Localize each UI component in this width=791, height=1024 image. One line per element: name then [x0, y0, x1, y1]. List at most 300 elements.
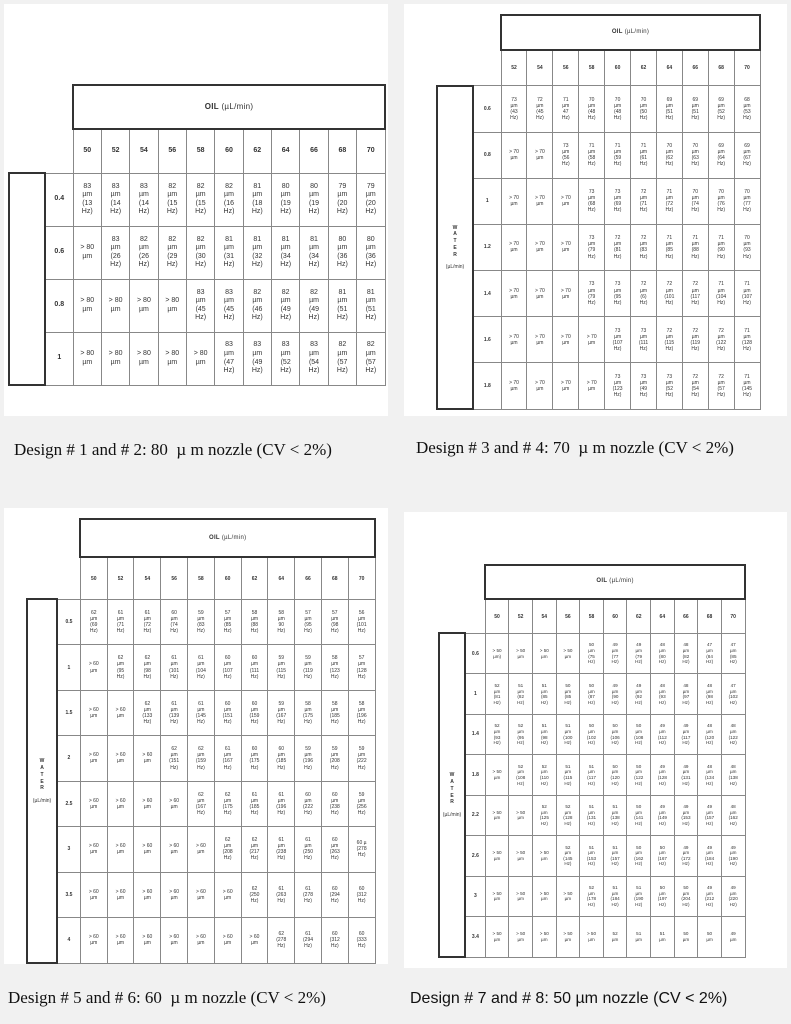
- oil-label: OIL: [596, 578, 608, 585]
- droplet-size-cell: 69 µm (51 Hz): [682, 86, 708, 132]
- oil-rate-header: 66: [300, 129, 328, 173]
- droplet-size-cell: > 70 µm: [501, 132, 527, 178]
- droplet-size-cell: > 50 µm): [485, 633, 509, 673]
- droplet-size-cell: > 60 µm: [214, 917, 241, 963]
- droplet-size-cell: > 60 µm: [188, 827, 215, 872]
- droplet-size-cell: > 60 µm: [80, 917, 107, 963]
- droplet-size-cell: 70 µm (93 Hz): [734, 224, 760, 270]
- droplet-size-cell: > 70 µm: [501, 363, 527, 409]
- droplet-size-cell: 49 µm (212 Hz): [698, 876, 722, 916]
- water-rate-header: 1.4: [465, 714, 485, 754]
- droplet-size-cell: 50 µm (87 Hz): [580, 674, 604, 714]
- oil-rate-header: 62: [627, 599, 651, 633]
- oil-rate-header: 56: [158, 129, 186, 173]
- droplet-size-cell: 51 µm (138 Hz): [603, 795, 627, 835]
- droplet-size-cell: > 70 µm: [579, 317, 605, 363]
- droplet-size-cell: > 80 µm: [73, 332, 101, 385]
- droplet-size-cell: 83 µm (45 Hz): [186, 279, 214, 332]
- droplet-size-cell: 73 µm (107 Hz): [605, 317, 631, 363]
- panel-design-7-8: [404, 512, 787, 968]
- droplet-size-cell: > 70 µm: [501, 271, 527, 317]
- droplet-size-cell: 51 µm (184 Hz): [603, 876, 627, 916]
- droplet-size-cell: 62 (278 Hz): [268, 917, 295, 963]
- panel-design-3-4: [404, 4, 787, 416]
- droplet-size-cell: 82 µm (57 Hz): [357, 332, 385, 385]
- corner-blank: [9, 129, 73, 173]
- droplet-size-cell: 61 (294 Hz): [295, 917, 322, 963]
- droplet-size-cell: 60 µ (278 Hz): [348, 827, 375, 872]
- droplet-size-cell: 50 µm (204 Hz): [674, 876, 698, 916]
- droplet-size-cell: 51 µm (117 Hz): [580, 755, 604, 795]
- oil-rate-header: 60: [214, 557, 241, 599]
- droplet-size-cell: 47 µm (102 Hz): [721, 674, 745, 714]
- droplet-size-cell: 57 µm (85 Hz): [214, 599, 241, 644]
- droplet-size-cell: 70 µm (77 Hz): [734, 178, 760, 224]
- oil-rate-header: 56: [553, 50, 579, 85]
- column-header-row: [439, 599, 745, 633]
- droplet-size-cell: > 70 µm: [553, 363, 579, 409]
- droplet-size-cell: 73 µm (49 Hz): [631, 363, 657, 409]
- droplet-size-cell: 69 µm (64 Hz): [708, 132, 734, 178]
- water-rate-header: 3: [57, 827, 80, 872]
- droplet-size-cell: > 70 µm: [527, 178, 553, 224]
- droplet-size-cell: 73 µm (111 Hz): [631, 317, 657, 363]
- droplet-size-cell: 58 µm 90 Hz): [268, 599, 295, 644]
- oil-rate-header: 56: [161, 557, 188, 599]
- oil-rate-header: 68: [708, 50, 734, 85]
- droplet-size-cell: 61 (263 Hz): [268, 872, 295, 917]
- water-rate-header: 3: [465, 876, 485, 916]
- water-rate-header: 1: [465, 674, 485, 714]
- droplet-size-cell: 60 µm (263 Hz): [321, 827, 348, 872]
- droplet-size-cell: 50 µm (167 Hz): [651, 836, 675, 876]
- droplet-size-cell: 60 µm (74 Hz): [161, 599, 188, 644]
- droplet-size-cell: 82 µm (16 Hz): [215, 173, 243, 226]
- table-row: [437, 86, 760, 132]
- table-row: [439, 876, 745, 916]
- droplet-size-cell: 73 µm (95 Hz): [605, 271, 631, 317]
- droplet-size-cell: 61 µm (167 Hz): [214, 736, 241, 781]
- oil-rate-header: 68: [328, 129, 356, 173]
- droplet-size-cell: 68 µm (53 Hz): [734, 86, 760, 132]
- droplet-size-cell: 58 µm (123 Hz): [321, 645, 348, 690]
- droplet-size-cell: > 60 µm: [134, 736, 161, 781]
- droplet-size-cell: > 70 µm: [579, 363, 605, 409]
- droplet-size-cell: > 60 µm: [80, 781, 107, 826]
- droplet-size-cell: 48 µm (93 Hz): [651, 674, 675, 714]
- droplet-size-cell: 70 µm (62 Hz): [656, 132, 682, 178]
- droplet-size-cell: 62 (250 Hz): [241, 872, 268, 917]
- table-row: [9, 173, 385, 226]
- droplet-size-cell: 57 µm (128 Hz): [348, 645, 375, 690]
- droplet-size-cell: 81 µm (18 Hz): [243, 173, 271, 226]
- water-rate-header: 0.6: [473, 86, 501, 132]
- oil-rate-header: 62: [243, 129, 271, 173]
- droplet-size-cell: > 50 µm: [532, 633, 556, 673]
- droplet-size-cell: > 60 µm: [134, 872, 161, 917]
- droplet-size-cell: 83 µm (47 Hz): [215, 332, 243, 385]
- droplet-size-cell: 50 µm: [674, 917, 698, 958]
- droplet-size-cell: 81 µm (51 Hz): [357, 279, 385, 332]
- data-table: [436, 14, 761, 410]
- droplet-size-cell: 49 µm (184 Hz): [698, 836, 722, 876]
- oil-rate-header: 60: [603, 599, 627, 633]
- water-rate-header: 1.8: [465, 755, 485, 795]
- droplet-size-cell: 49 µm (117 Hz): [674, 714, 698, 754]
- droplet-size-cell: > 50 µm: [509, 876, 533, 916]
- droplet-size-cell: 62 µm (95 Hz): [107, 645, 134, 690]
- water-rate-header: 1.8: [473, 363, 501, 409]
- oil-rate-header: 68: [321, 557, 348, 599]
- droplet-size-cell: > 80 µm: [158, 279, 186, 332]
- droplet-size-cell: > 60 µm: [107, 872, 134, 917]
- droplet-size-cell: > 50 µm: [509, 795, 533, 835]
- water-flow-header: [9, 173, 45, 385]
- droplet-size-cell: 51 µm: [627, 917, 651, 958]
- droplet-size-cell: 61 µm (250 Hz): [295, 827, 322, 872]
- oil-label: OIL: [611, 29, 623, 36]
- droplet-size-cell: > 60 µm: [80, 827, 107, 872]
- droplet-size-cell: 71 µm (90 Hz): [708, 224, 734, 270]
- column-header-row: [27, 557, 375, 599]
- droplet-size-cell: 49 µm (157 Hz): [698, 795, 722, 835]
- table-80um: [8, 84, 386, 386]
- droplet-size-cell: 70 µm (48 Hz): [579, 86, 605, 132]
- droplet-size-cell: 82 µm (46 Hz): [243, 279, 271, 332]
- droplet-size-cell: 82 µm (15 Hz): [158, 173, 186, 226]
- droplet-size-cell: > 80 µm: [186, 332, 214, 385]
- table-row: [27, 645, 375, 690]
- droplet-size-cell: 47 µm (85 Hz): [721, 633, 745, 673]
- droplet-size-cell: > 70 µm: [501, 224, 527, 270]
- droplet-size-cell: 61 µm (196 Hz): [268, 781, 295, 826]
- droplet-size-cell: 82 µm (15 Hz): [186, 173, 214, 226]
- droplet-size-cell: 48 µm (162 Hz): [721, 795, 745, 835]
- droplet-size-cell: 49 µm (190 Hz): [721, 836, 745, 876]
- droplet-size-cell: 72 µm (101 Hz): [656, 271, 682, 317]
- droplet-size-cell: 62 µm (69 Hz): [80, 599, 107, 644]
- table-row: [439, 755, 745, 795]
- droplet-size-cell: 59 µm (196 Hz): [295, 736, 322, 781]
- droplet-size-cell: 61 µm (185 Hz): [241, 781, 268, 826]
- oil-rate-header: 58: [186, 129, 214, 173]
- table-70um: [436, 14, 761, 410]
- water-unit: (µL/min): [445, 264, 465, 271]
- oil-rate-header: 58: [579, 50, 605, 85]
- droplet-size-cell: > 70 µm: [501, 317, 527, 363]
- droplet-size-cell: 49 µm (153 Hz): [674, 795, 698, 835]
- table-row: [9, 226, 385, 279]
- droplet-size-cell: 62 µm (159 Hz): [188, 736, 215, 781]
- oil-unit: (µL/min): [607, 578, 634, 585]
- droplet-size-cell: 57 µm (98 Hz): [321, 599, 348, 644]
- droplet-size-cell: > 70 µm: [527, 271, 553, 317]
- droplet-size-cell: 62 µm (133 Hz): [134, 690, 161, 735]
- droplet-size-cell: 72 µm (117 Hz): [682, 271, 708, 317]
- table-row: [437, 317, 760, 363]
- droplet-size-cell: 80 µm (19 Hz): [300, 173, 328, 226]
- table-row: [27, 917, 375, 963]
- droplet-size-cell: 50 µm (75 Hz): [580, 633, 604, 673]
- caption-design-5-6: Design # 5 and # 6: 60 µ m nozzle (CV < 2%): [8, 988, 326, 1007]
- droplet-size-cell: 81 µm (32 Hz): [243, 226, 271, 279]
- droplet-size-cell: 71 µm (59 Hz): [605, 132, 631, 178]
- droplet-size-cell: 79 µm (20 Hz): [357, 173, 385, 226]
- table-50um: [438, 564, 746, 958]
- droplet-size-cell: 71 µm (128 Hz): [734, 317, 760, 363]
- droplet-size-cell: 81 µm (51 Hz): [328, 279, 356, 332]
- droplet-size-cell: 52 µm (81 Hz): [485, 674, 509, 714]
- water-rate-header: 0.4: [45, 173, 73, 226]
- droplet-size-cell: 71 µm (145 Hz): [734, 363, 760, 409]
- droplet-size-cell: > 60 µm: [80, 645, 107, 690]
- corner-blank: [437, 50, 501, 85]
- droplet-size-cell: 47 µm (84 Hz): [698, 633, 722, 673]
- oil-label: OIL: [204, 102, 219, 112]
- droplet-size-cell: 83 µm (14 Hz): [130, 173, 158, 226]
- droplet-size-cell: > 70 µm: [553, 317, 579, 363]
- droplet-size-cell: > 50 µm: [485, 795, 509, 835]
- water-rate-header: 0.6: [45, 226, 73, 279]
- oil-rate-header: 54: [532, 599, 556, 633]
- water-rate-header: 1.4: [473, 271, 501, 317]
- water-rate-header: 2.5: [57, 781, 80, 826]
- water-rate-header: 2.2: [465, 795, 485, 835]
- table-row: [439, 836, 745, 876]
- droplet-size-cell: 73 µm (43 Hz): [501, 86, 527, 132]
- table-row: [27, 872, 375, 917]
- droplet-size-cell: > 60 µm: [134, 781, 161, 826]
- droplet-size-cell: 83 µm (14 Hz): [101, 173, 129, 226]
- droplet-size-cell: 61 µm (104 Hz): [188, 645, 215, 690]
- oil-header-row: [9, 85, 385, 129]
- droplet-size-cell: 50 µm (162 Hz): [627, 836, 651, 876]
- water-rate-header: 1: [473, 178, 501, 224]
- droplet-size-cell: 52 µm (178 Hz): [580, 876, 604, 916]
- droplet-size-cell: 71 µm (104 Hz): [708, 271, 734, 317]
- table-row: [439, 795, 745, 835]
- droplet-size-cell: 70 µm (76 Hz): [708, 178, 734, 224]
- droplet-size-cell: > 80 µm: [130, 279, 158, 332]
- droplet-size-cell: 71 µm (61 Hz): [631, 132, 657, 178]
- oil-rate-header: 54: [134, 557, 161, 599]
- droplet-size-cell: > 70 µm: [527, 132, 553, 178]
- water-rate-header: 2.6: [465, 836, 485, 876]
- droplet-size-cell: > 60 µm: [134, 827, 161, 872]
- droplet-size-cell: 49 µm (92 Hz): [627, 674, 651, 714]
- oil-rate-header: 58: [580, 599, 604, 633]
- oil-rate-header: 64: [651, 599, 675, 633]
- droplet-size-cell: 72 µm (71 Hz): [631, 178, 657, 224]
- droplet-size-cell: 58 µm (196 Hz): [348, 690, 375, 735]
- droplet-size-cell: 60 (312 Hz): [321, 917, 348, 963]
- droplet-size-cell: > 50 µm: [485, 876, 509, 916]
- droplet-size-cell: 59 µm (222 Hz): [348, 736, 375, 781]
- water-rate-header: 3.5: [57, 872, 80, 917]
- droplet-size-cell: 82 µm (30 Hz): [186, 226, 214, 279]
- water-flow-header: [437, 86, 473, 409]
- data-table: [8, 84, 386, 386]
- oil-rate-header: 52: [509, 599, 533, 633]
- droplet-size-cell: 48 µm (120 Hz): [698, 714, 722, 754]
- droplet-size-cell: 49 µm: [721, 917, 745, 958]
- oil-rate-header: 66: [295, 557, 322, 599]
- droplet-size-cell: > 80 µm: [101, 332, 129, 385]
- droplet-size-cell: 72 µm (81 Hz): [605, 224, 631, 270]
- droplet-size-cell: 80 µm (19 Hz): [271, 173, 299, 226]
- droplet-size-cell: 50 µm (197 Hz): [651, 876, 675, 916]
- droplet-size-cell: > 70 µm: [553, 271, 579, 317]
- oil-rate-header: 64: [268, 557, 295, 599]
- oil-rate-header: 50: [485, 599, 509, 633]
- droplet-size-cell: 51 µm: [651, 917, 675, 958]
- droplet-size-cell: 71 µm (72 Hz): [656, 178, 682, 224]
- water-rate-header: 1.2: [473, 224, 501, 270]
- table-row: [439, 674, 745, 714]
- water-rate-header: 0.8: [473, 132, 501, 178]
- droplet-size-cell: 49 µm (112 Hz): [651, 714, 675, 754]
- droplet-size-cell: > 60 µm: [214, 872, 241, 917]
- droplet-size-cell: 61 µm (145 Hz): [188, 690, 215, 735]
- droplet-size-cell: > 50 µm: [509, 917, 533, 958]
- table-row: [27, 599, 375, 644]
- caption-design-3-4: Design # 3 and # 4: 70 µ m nozzle (CV < 2%): [416, 438, 734, 457]
- droplet-size-cell: 71 µm (107 Hz): [734, 271, 760, 317]
- droplet-size-cell: 73 µm (79 Hz): [579, 224, 605, 270]
- droplet-size-cell: 81 µm (34 Hz): [271, 226, 299, 279]
- droplet-size-cell: 69 µm (52 Hz): [708, 86, 734, 132]
- corner-blank: [439, 599, 485, 633]
- droplet-size-cell: > 60 µm: [161, 781, 188, 826]
- droplet-size-cell: > 60 µm: [80, 690, 107, 735]
- oil-rate-header: 52: [501, 50, 527, 85]
- oil-rate-header: 66: [674, 599, 698, 633]
- droplet-size-cell: > 70 µm: [527, 363, 553, 409]
- corner-blank: [439, 565, 485, 599]
- droplet-size-cell: 71 µm 47 Hz): [553, 86, 579, 132]
- droplet-size-cell: 50 µm (120 Hz): [603, 755, 627, 795]
- droplet-size-cell: 48 µm (98 Hz): [698, 674, 722, 714]
- droplet-size-cell: 71 µm (58 Hz): [579, 132, 605, 178]
- table-row: [437, 363, 760, 409]
- oil-unit: (µL/min): [218, 102, 254, 112]
- droplet-size-cell: 51 µm (98 Hz): [532, 714, 556, 754]
- oil-header-row: [439, 565, 745, 599]
- droplet-size-cell: 62 µm (151 Hz): [161, 736, 188, 781]
- oil-rate-header: 70: [348, 557, 375, 599]
- droplet-size-cell: > 60 µm: [241, 917, 268, 963]
- droplet-size-cell: > 60 µm: [107, 827, 134, 872]
- oil-rate-header: 54: [527, 50, 553, 85]
- oil-rate-header: 64: [656, 50, 682, 85]
- droplet-size-cell: 62 µm (217 Hz): [241, 827, 268, 872]
- droplet-size-cell: > 70 µm: [527, 224, 553, 270]
- table-row: [9, 332, 385, 385]
- droplet-size-cell: > 50 µm: [532, 917, 556, 958]
- droplet-size-cell: 59 µm (115 Hz): [268, 645, 295, 690]
- table-row: [437, 178, 760, 224]
- droplet-size-cell: 73 µm (56 Hz): [553, 132, 579, 178]
- droplet-size-cell: 73 µm (79 Hz): [579, 271, 605, 317]
- oil-flow-header: [80, 519, 375, 557]
- droplet-size-cell: 83 µm (45 Hz): [215, 279, 243, 332]
- droplet-size-cell: 50 µm (102 Hz): [580, 714, 604, 754]
- droplet-size-cell: 72 µm (115 Hz): [656, 317, 682, 363]
- droplet-size-cell: 72 µm (6) Hz): [631, 271, 657, 317]
- droplet-size-cell: > 60 µm: [161, 917, 188, 963]
- corner-blank: [9, 85, 73, 129]
- droplet-size-cell: 49 µm (90 Hz): [603, 674, 627, 714]
- droplet-size-cell: 48 µm (138 Hz): [721, 755, 745, 795]
- droplet-size-cell: > 50 µm: [580, 917, 604, 958]
- oil-rate-header: 62: [241, 557, 268, 599]
- table-row: [437, 271, 760, 317]
- droplet-size-cell: 60 µm (159 Hz): [241, 690, 268, 735]
- droplet-size-cell: 69 µm (51 Hz): [656, 86, 682, 132]
- droplet-size-cell: > 60 µm: [188, 872, 215, 917]
- droplet-size-cell: 72 µm (54 Hz): [682, 363, 708, 409]
- droplet-size-cell: 59 µm (83 Hz): [188, 599, 215, 644]
- oil-label: OIL: [208, 534, 220, 541]
- droplet-size-cell: 52 µm: [603, 917, 627, 958]
- droplet-size-cell: 80 µm (36 Hz): [357, 226, 385, 279]
- droplet-size-cell: 50 µm (85 Hz): [556, 674, 580, 714]
- oil-rate-header: 68: [698, 599, 722, 633]
- droplet-size-cell: > 50 µm: [556, 876, 580, 916]
- droplet-size-cell: 50 µm (106 Hz): [603, 714, 627, 754]
- corner-blank: [437, 15, 501, 50]
- droplet-size-cell: 70 µm (50 Hz): [631, 86, 657, 132]
- droplet-size-cell: > 70 µm: [553, 224, 579, 270]
- droplet-size-cell: 50 µm (141 Hz): [627, 795, 651, 835]
- oil-rate-header: 52: [101, 129, 129, 173]
- water-rate-header: 4: [57, 917, 80, 963]
- droplet-size-cell: 52 µm (95 Hz): [509, 714, 533, 754]
- droplet-size-cell: > 50 µm: [556, 633, 580, 673]
- droplet-size-cell: 60 µm (107 Hz): [214, 645, 241, 690]
- droplet-size-cell: 82 µm (26 Hz): [130, 226, 158, 279]
- droplet-size-cell: 71 µm (88 Hz): [682, 224, 708, 270]
- water-rate-header: 2: [57, 736, 80, 781]
- table-row: [439, 714, 745, 754]
- droplet-size-cell: 52 µm (128 Hz): [556, 795, 580, 835]
- droplet-size-cell: 52 µm (110 Hz): [532, 755, 556, 795]
- droplet-size-cell: > 60 µm: [107, 736, 134, 781]
- droplet-size-cell: 72 µm (57 Hz): [708, 363, 734, 409]
- column-header-row: [9, 129, 385, 173]
- water-rate-header: 1: [45, 332, 73, 385]
- droplet-size-cell: 49 µm (220 Hz): [721, 876, 745, 916]
- droplet-size-cell: 70 µm (63 Hz): [682, 132, 708, 178]
- droplet-size-cell: 83 µm (26 Hz): [101, 226, 129, 279]
- oil-rate-header: 58: [188, 557, 215, 599]
- oil-rate-header: 70: [734, 50, 760, 85]
- droplet-size-cell: 60 µm (238 Hz): [321, 781, 348, 826]
- water-flow-header: [439, 633, 465, 957]
- droplet-size-cell: 49 µm (149 Hz): [651, 795, 675, 835]
- droplet-size-cell: 82 µm (49 Hz): [300, 279, 328, 332]
- data-table: [26, 518, 376, 964]
- droplet-size-cell: 61 (278 Hz): [295, 872, 322, 917]
- droplet-size-cell: 72 µm (119 Hz): [682, 317, 708, 363]
- water-unit: (µL/min): [442, 812, 462, 819]
- droplet-size-cell: > 80 µm: [158, 332, 186, 385]
- caption-design-7-8: Design # 7 and # 8: 50 µm nozzle (CV < 2%): [410, 990, 728, 1007]
- droplet-size-cell: 51 µm (157 Hz): [603, 836, 627, 876]
- droplet-size-cell: > 70 µm: [553, 178, 579, 224]
- oil-flow-header: [485, 565, 745, 599]
- caption-design-1-2: Design # 1 and # 2: 80 µ m nozzle (CV < 2%): [14, 440, 332, 459]
